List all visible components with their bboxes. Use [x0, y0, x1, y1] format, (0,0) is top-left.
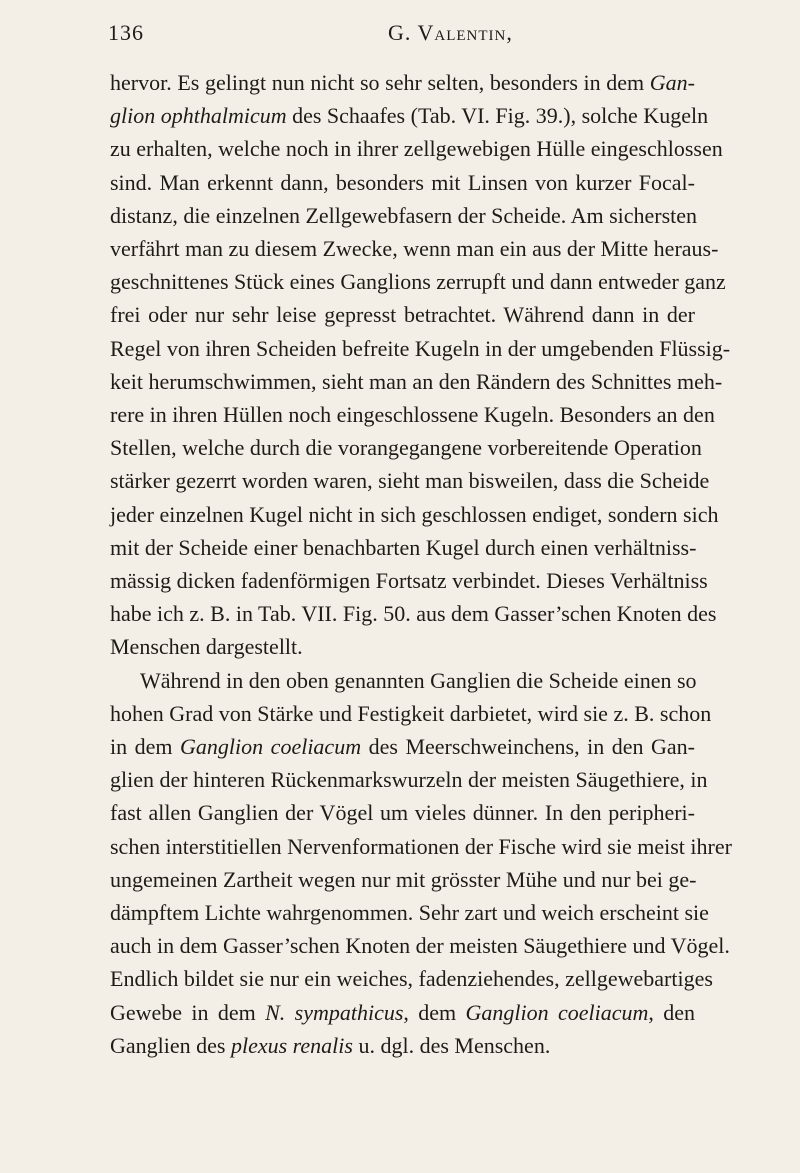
text-line: zu erhalten, welche noch in ihrer zellgewebigen Hülle eingeschlossen: [110, 136, 723, 162]
paragraph-2: [110, 664, 732, 1062]
text-line: auch in dem Gasser’schen Knoten der meisten Säugethiere und Vögel.: [110, 933, 730, 959]
text-line: verfährt man zu diesem Zwecke, wenn man ein aus der Mitte heraus-: [110, 236, 719, 262]
text-line: frei oder nur sehr leise gepresst betrachtet. Während dann in der: [110, 302, 695, 328]
text-line: Gewebe in dem N. sympathicus, dem Ganglion coeliacum, den: [110, 999, 695, 1025]
text-line: geschnittenes Stück eines Ganglions zerrupft und dann entweder ganz: [110, 269, 726, 295]
page-header: [108, 18, 708, 58]
text-line: habe ich z. B. in Tab. VII. Fig. 50. aus dem Gasser’schen Knoten des: [110, 601, 717, 627]
text-line: fast allen Ganglien der Vögel um vieles dünner. In den peripheri-: [110, 800, 695, 826]
text-line: ungemeinen Zartheit wegen nur mit grösster Mühe und nur bei ge-: [110, 866, 697, 892]
text-line: glion ophthalmicum des Schaafes (Tab. VI. Fig. 39.), solche Kugeln: [110, 103, 709, 129]
paragraph-1: [110, 66, 731, 664]
text-line: Stellen, welche durch die vorangegangene vorbereitende Operation: [110, 435, 702, 461]
text-line: Endlich bildet sie nur ein weiches, fadenziehendes, zellgewebartiges: [110, 966, 713, 992]
running-title: G. Valentin,: [388, 20, 513, 45]
text-line: distanz, die einzelnen Zellgewebfasern der Scheide. Am sichersten: [110, 202, 698, 228]
text-line: in dem Ganglion coeliacum des Meerschweinchens, in den Gan-: [110, 734, 695, 760]
text-line: dämpftem Lichte wahrgenommen. Sehr zart und weich erscheint sie: [110, 900, 709, 926]
text-line: Während in den oben genannten Ganglien die Scheide einen so: [140, 667, 697, 693]
text-line: hervor. Es gelingt nun nicht so sehr selten, besonders in dem Gan-: [110, 70, 695, 95]
page-number: 136: [108, 20, 144, 45]
text-line: stärker gezerrt worden waren, sieht man bisweilen, dass die Scheide: [110, 468, 710, 494]
text-line: keit herumschwimmen, sieht man an den Rändern des Schnittes meh-: [110, 368, 723, 394]
text-line: glien der hinteren Rückenmarkswurzeln der meisten Säugethiere, in: [110, 767, 708, 793]
text-line: rere in ihren Hüllen noch eingeschlossene Kugeln. Besonders an den: [110, 402, 715, 428]
text-line: mit der Scheide einer benachbarten Kugel durch einen verhältniss-: [110, 534, 697, 560]
text-line: hohen Grad von Stärke und Festigkeit darbietet, wird sie z. B. schon: [110, 700, 712, 726]
text-line: schen interstitiellen Nervenformationen der Fische wird sie meist ihrer: [110, 833, 732, 859]
text-line: sind. Man erkennt dann, besonders mit Linsen von kurzer Focal-: [110, 169, 695, 195]
text-line: Ganglien des plexus renalis u. dgl. des Menschen.: [110, 1032, 551, 1058]
body-text: [110, 66, 732, 1062]
text-line: mässig dicken fadenförmigen Fortsatz verbindet. Dieses Verhältniss: [110, 568, 708, 594]
text-line: Menschen dargestellt.: [110, 634, 303, 660]
text-line: jeder einzelnen Kugel nicht in sich geschlossen endiget, sondern sich: [110, 501, 719, 527]
text-line: Regel von ihren Scheiden befreite Kugeln in der umgebenden Flüssig-: [110, 335, 731, 361]
